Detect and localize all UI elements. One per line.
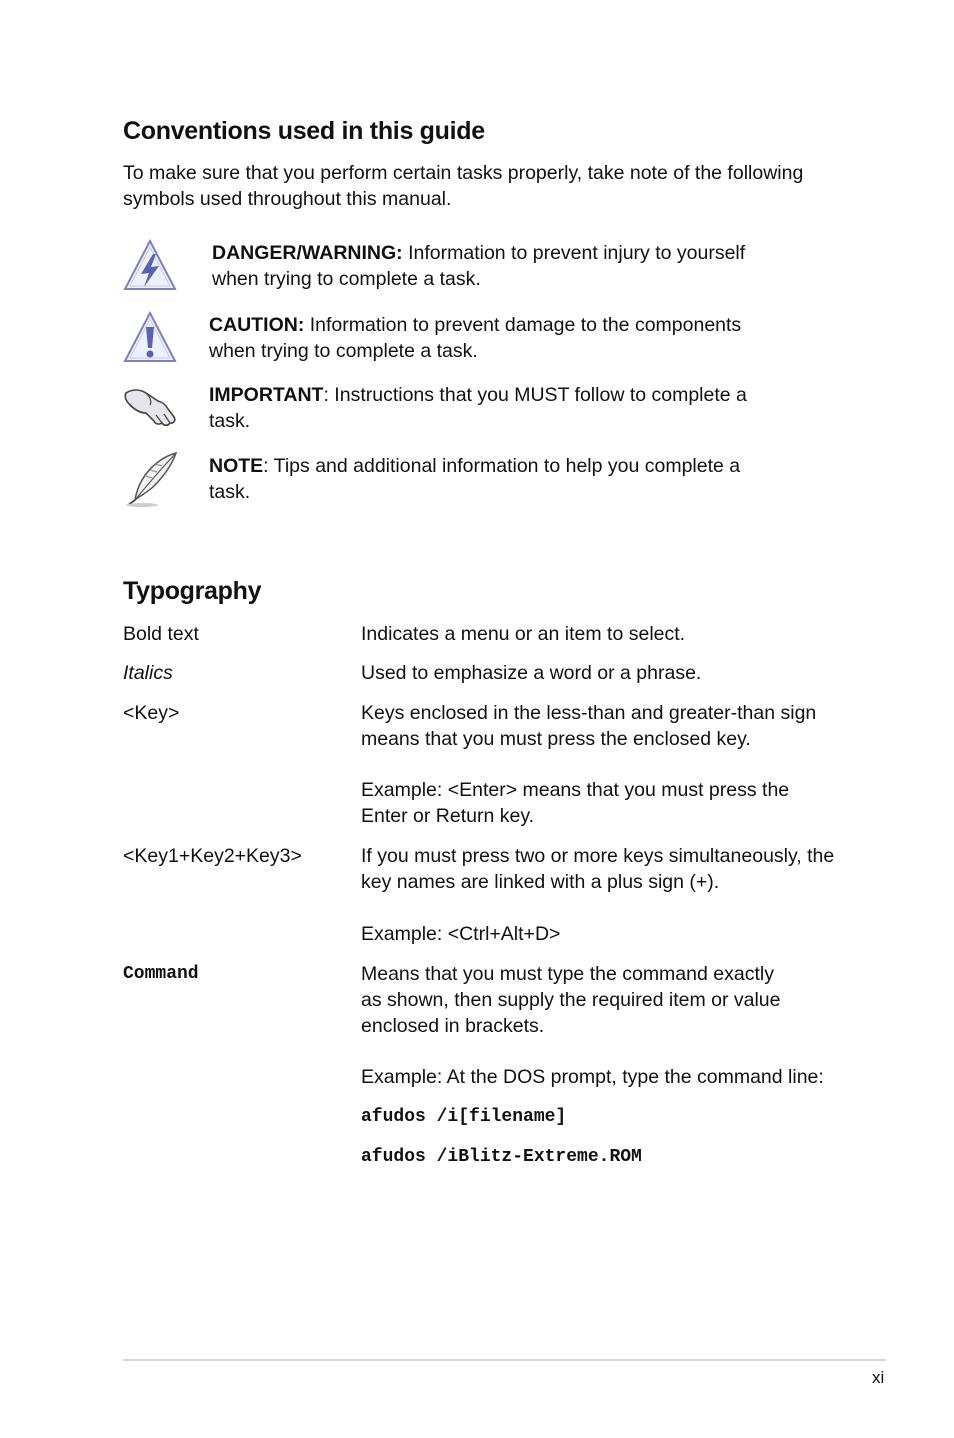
desc-key-combo-line-1: If you must press two or more keys simultaneously, the [361,845,835,867]
example-command: Example: At the DOS prompt, type the command line: [361,1066,824,1088]
footer-rule [123,1359,886,1361]
important-label: IMPORTANT [209,384,324,406]
page-number: xi [872,1368,885,1387]
desc-command-line-1: Means that you must type the command exactly [361,963,774,985]
danger-warning-note [212,240,772,292]
term-command: Command [123,964,199,984]
desc-key-combo-line-2: key names are linked with a plus sign (+). [361,871,720,893]
important-text-line-2: task. [209,410,251,432]
desc-bold-text: Indicates a menu or an item to select. [361,623,686,645]
caution-label: CAUTION: [209,314,305,336]
code-line-2: afudos /iBlitz-Extreme.ROM [361,1147,642,1167]
lightning-warning-icon [122,238,178,294]
danger-text-line-2: when trying to complete a task. [212,268,481,290]
exclamation-caution-icon [122,310,178,366]
note-text-line-2: task. [209,481,251,503]
note-label: NOTE [209,455,264,477]
danger-label: DANGER/WARNING: [212,242,403,264]
example-key-combo: Example: <Ctrl+Alt+D> [361,923,561,945]
code-line-1: afudos /i[filename] [361,1107,567,1127]
term-bold-text: Bold text [123,623,199,645]
term-key: <Key> [123,702,180,724]
desc-key-line-2: means that you must press the enclosed key. [361,728,751,750]
caution-note [209,312,769,364]
example-key-line-2: Enter or Return key. [361,805,535,827]
example-key-line-1: Example: <Enter> means that you must press the [361,779,790,801]
intro-line-1: To make sure that you perform certain tasks properly, take note of the following [123,162,804,184]
hand-pointing-icon [122,383,180,429]
term-key-combo: <Key1+Key2+Key3> [123,845,302,867]
section-heading-typography: Typography [123,577,262,605]
desc-italics: Used to emphasize a word or a phrase. [361,662,702,684]
note-note [209,453,769,505]
danger-text-line-1: Information to prevent injury to yourself [402,242,746,264]
note-text-line-1: : Tips and additional information to help you complete a [263,455,741,477]
desc-command-line-3: enclosed in brackets. [361,1015,545,1037]
section-heading-conventions: Conventions used in this guide [123,117,485,145]
term-italics: Italics [123,662,173,684]
quill-pen-icon [122,450,180,508]
caution-text-line-1: Information to prevent damage to the components [304,314,742,336]
important-note [209,382,769,434]
important-text-line-1: : Instructions that you MUST follow to complete a [323,384,747,406]
desc-key-line-1: Keys enclosed in the less-than and greater-than sign [361,702,817,724]
caution-text-line-2: when trying to complete a task. [209,340,478,362]
intro-line-2: symbols used throughout this manual. [123,188,452,210]
desc-command-line-2: as shown, then supply the required item or value [361,989,781,1011]
